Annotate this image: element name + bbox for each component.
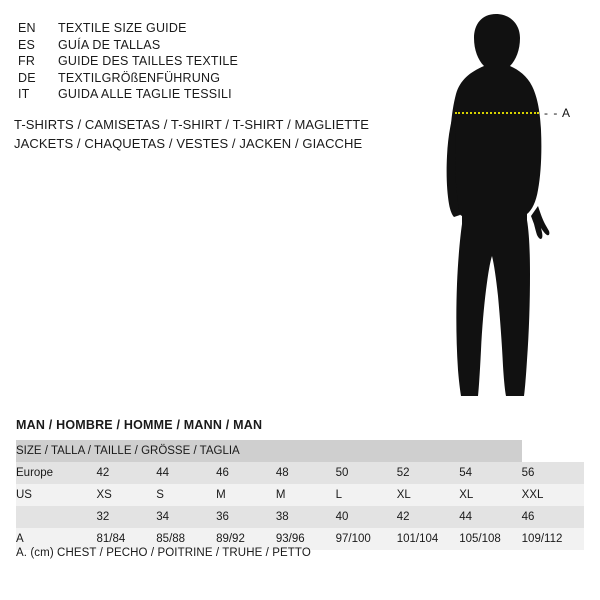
table-row — [16, 506, 584, 528]
cell-value: 54 — [459, 462, 521, 484]
cell-value: L — [336, 484, 397, 506]
language-title: TEXTILE SIZE GUIDE — [58, 21, 187, 35]
language-row — [18, 86, 348, 103]
row-label: Europe — [16, 462, 97, 484]
language-title-block — [18, 20, 348, 103]
table-row — [16, 462, 584, 484]
cell-value: 89/92 — [216, 528, 276, 550]
marker-dots: - - — [544, 106, 559, 120]
cell-value: 32 — [97, 506, 157, 528]
language-code: EN — [18, 21, 36, 35]
cell-value: 101/104 — [397, 528, 459, 550]
cell-value: 42 — [97, 462, 157, 484]
language-code: ES — [18, 37, 36, 52]
cell-value: XL — [397, 484, 459, 506]
cell-value: S — [156, 484, 216, 506]
marker-letter: A — [562, 106, 572, 120]
footnote: A. (cm) CHEST / PECHO / POITRINE / TRUHE / PETTO — [16, 547, 311, 559]
cell-value: XS — [97, 484, 157, 506]
cell-value: 46 — [216, 462, 276, 484]
language-row — [18, 20, 348, 37]
cell-value: 38 — [276, 506, 336, 528]
size-table — [16, 440, 584, 550]
table-row — [16, 484, 584, 506]
language-title: GUIDA ALLE TAGLIE TESSILI — [58, 87, 232, 101]
table-group-label: MAN / HOMBRE / HOMME / MANN / MAN — [16, 418, 263, 432]
cell-value: XXL — [522, 484, 584, 506]
cell-value: XL — [459, 484, 521, 506]
cell-value: M — [216, 484, 276, 506]
cell-value: 36 — [216, 506, 276, 528]
category-block — [14, 115, 374, 153]
cell-value: 48 — [276, 462, 336, 484]
table-header-row — [16, 440, 584, 462]
cell-value: 52 — [397, 462, 459, 484]
size-table-wrap — [16, 440, 584, 550]
language-row — [18, 70, 348, 87]
row-label: US — [16, 484, 97, 506]
cell-value: 105/108 — [459, 528, 521, 550]
cell-value: 42 — [397, 506, 459, 528]
language-title: GUÍA DE TALLAS — [58, 37, 161, 52]
language-title: TEXTILGRÖßENFÜHRUNG — [58, 70, 221, 85]
cell-value: 81/84 — [97, 528, 157, 550]
language-code: IT — [18, 87, 30, 101]
cell-value: M — [276, 484, 336, 506]
cell-value: 40 — [336, 506, 397, 528]
cell-value: 44 — [156, 462, 216, 484]
category-tshirts: T-SHIRTS / CAMISETAS / T-SHIRT / T-SHIRT / MAGLIETTE — [14, 117, 370, 132]
cell-value: 46 — [522, 506, 584, 528]
chest-measure-line — [455, 112, 539, 114]
cell-value: 93/96 — [276, 528, 336, 550]
man-silhouette-icon — [400, 10, 600, 410]
language-row — [18, 53, 348, 70]
language-code: DE — [18, 70, 36, 85]
language-code: FR — [18, 54, 36, 68]
cell-value: 97/100 — [336, 528, 397, 550]
cell-value: 34 — [156, 506, 216, 528]
cell-value: 56 — [522, 462, 584, 484]
row-label — [16, 506, 97, 528]
cell-value: 44 — [459, 506, 521, 528]
category-jackets: JACKETS / CHAQUETAS / VESTES / JACKEN / GIACCHE — [14, 136, 363, 151]
chest-measure-label — [544, 106, 571, 120]
language-title: GUIDE DES TAILLES TEXTILE — [58, 54, 239, 68]
cell-value: 85/88 — [156, 528, 216, 550]
row-label: A — [16, 528, 97, 550]
table-header-label: SIZE / TALLA / TAILLE / GRÖSSE / TAGLIA — [16, 440, 522, 462]
cell-value: 50 — [336, 462, 397, 484]
language-row — [18, 37, 348, 54]
cell-value: 109/112 — [522, 528, 584, 550]
